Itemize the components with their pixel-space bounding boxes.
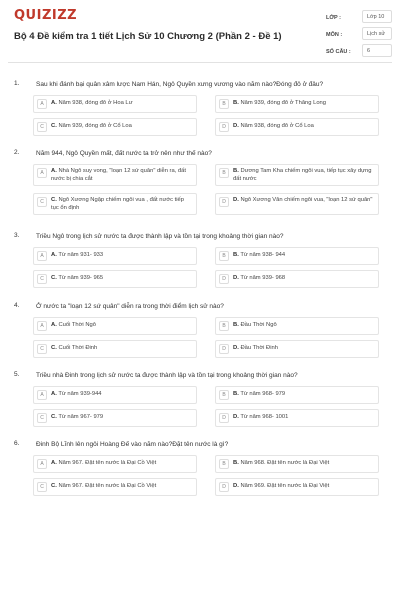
option-letter-bold: B <box>233 168 238 174</box>
option-text: Năm 939, đóng đô ở Thăng Long <box>240 100 326 106</box>
option-text: Đầu Thời Ngô <box>240 322 277 328</box>
option-b[interactable]: B B. Từ năm 938- 944 <box>215 247 379 265</box>
question-text: Triều nhà Đinh trong lịch sử nước ta được thành lập và tồn tại trong khoảng thời gian nào? <box>36 372 298 379</box>
option-letter: B <box>219 321 229 331</box>
option-b[interactable]: B B. Năm 939, đóng đô ở Thăng Long <box>215 95 379 113</box>
option-c[interactable]: C C. Năm 967. Đặt tên nước là Đại Cồ Việt <box>33 478 197 496</box>
option-letter-bold: C <box>51 275 56 281</box>
meta-label: LỚP : <box>326 15 341 21</box>
option-c[interactable]: C C. Năm 939, đóng đô ở Cổ Loa <box>33 118 197 136</box>
option-letter-bold: B <box>233 252 238 258</box>
option-letter: C <box>37 122 47 132</box>
option-text: Từ năm 939-944 <box>58 391 102 397</box>
question-number: 3. <box>14 232 20 239</box>
option-letter-bold: D <box>233 345 238 351</box>
option-letter-bold: D <box>233 123 238 129</box>
question-number: 2. <box>14 149 20 156</box>
option-letter: A <box>37 168 47 178</box>
header-divider <box>8 62 392 63</box>
option-text: Từ năm 968- 979 <box>240 391 286 397</box>
option-letter: D <box>219 274 229 284</box>
option-letter: C <box>37 482 47 492</box>
option-letter: A <box>37 321 47 331</box>
option-text: Ngô Xương Ngập chiếm ngôi vua , đất nước tiếp tục ổn định <box>51 197 185 211</box>
option-letter: A <box>37 459 47 469</box>
option-letter-bold: B <box>233 100 238 106</box>
option-text: Ngô Xương Văn chiếm ngôi vua, "loạn 12 sứ quân" <box>240 197 373 203</box>
option-letter-bold: B <box>233 391 238 397</box>
option-letter: D <box>219 197 229 207</box>
option-text: Dương Tam Kha chiếm ngôi vua, tiếp tục xây dựng đất nước <box>233 168 372 182</box>
option-text: Năm 969. Đặt tên nước là Đại Việt <box>240 483 330 489</box>
option-letter: C <box>37 413 47 423</box>
option-c[interactable]: C C. Từ năm 967- 979 <box>33 409 197 427</box>
option-text: Năm 967. Đặt tên nước là Đại Cồ Việt <box>58 460 157 466</box>
option-letter-bold: A <box>51 322 56 328</box>
option-letter: B <box>219 99 229 109</box>
meta-value: Lịch sử <box>362 27 392 40</box>
option-c[interactable]: C C. Từ năm 939- 965 <box>33 270 197 288</box>
option-text: Nhà Ngô suy vong, "loạn 12 sứ quân" diễn ra, đất nước bị chia cắt <box>51 168 186 182</box>
option-d[interactable]: D D. Từ năm 968- 1001 <box>215 409 379 427</box>
option-b[interactable]: B B. Từ năm 968- 979 <box>215 386 379 404</box>
option-letter-bold: C <box>51 345 56 351</box>
option-text: Năm 938, đóng đô ở Hoa Lư <box>58 100 133 106</box>
option-text: Cuối Thời Ngô <box>58 322 96 328</box>
question-text: Sau khi đánh bại quân xâm lược Nam Hán, Ngô Quyền xưng vương vào năm nào?Đóng đô ở đâu? <box>36 81 324 88</box>
option-d[interactable]: D D. Năm 938, đóng đô ở Cổ Loa <box>215 118 379 136</box>
option-letter: D <box>219 413 229 423</box>
option-letter: D <box>219 482 229 492</box>
meta-value: 6 <box>362 44 392 57</box>
option-letter: C <box>37 274 47 284</box>
option-c[interactable]: C C. Cuối Thời Đinh <box>33 340 197 358</box>
option-letter-bold: C <box>51 414 56 420</box>
quizizz-logo: QUIZIZZ <box>14 8 78 23</box>
option-text: Năm 939, đóng đô ở Cổ Loa <box>58 123 132 129</box>
option-letter: D <box>219 344 229 354</box>
option-letter: D <box>219 122 229 132</box>
option-a[interactable]: A A. Từ năm 931- 933 <box>33 247 197 265</box>
option-letter-bold: A <box>51 100 56 106</box>
option-text: Từ năm 938- 944 <box>240 252 286 258</box>
option-letter: B <box>219 168 229 178</box>
option-text: Năm 968. Đặt tên nước là Đại Việt <box>240 460 330 466</box>
option-letter-bold: A <box>51 252 56 258</box>
meta-row-class <box>326 9 392 26</box>
option-text: Cuối Thời Đinh <box>58 345 98 351</box>
option-letter-bold: D <box>233 414 238 420</box>
option-letter-bold: D <box>233 275 238 281</box>
option-letter: A <box>37 99 47 109</box>
option-a[interactable]: A A. Từ năm 939-944 <box>33 386 197 404</box>
option-text: Năm 967. Đặt tên nước là Đại Cồ Việt <box>58 483 157 489</box>
meta-label: SỐ CÂU : <box>326 49 351 55</box>
option-letter-bold: C <box>51 123 56 129</box>
question-text: Đinh Bộ Lĩnh lên ngôi Hoàng Đế vào năm nào?Đặt tên nước là gì? <box>36 441 229 448</box>
option-b[interactable]: B B. Năm 968. Đặt tên nước là Đại Việt <box>215 455 379 473</box>
meta-value: Lớp 10 <box>362 10 392 23</box>
option-letter: B <box>219 251 229 261</box>
option-b[interactable]: B B. Dương Tam Kha chiếm ngôi vua, tiếp tục xây dựng đất nước <box>215 164 379 186</box>
option-letter-bold: D <box>233 197 238 203</box>
option-letter: A <box>37 251 47 261</box>
worksheet-header <box>0 0 400 64</box>
question-number: 4. <box>14 302 20 309</box>
question-text: Ở nước ta "loạn 12 sứ quân" diễn ra trong thời điểm lịch sử nào? <box>36 303 224 310</box>
option-b[interactable]: B B. Đầu Thời Ngô <box>215 317 379 335</box>
option-letter: A <box>37 390 47 400</box>
option-text: Năm 938, đóng đô ở Cổ Loa <box>240 123 314 129</box>
option-letter: B <box>219 459 229 469</box>
question-number: 5. <box>14 371 20 378</box>
option-letter-bold: C <box>51 483 56 489</box>
option-d[interactable]: D D. Ngô Xương Văn chiếm ngôi vua, "loạn 12 sứ quân" <box>215 193 379 215</box>
option-letter-bold: B <box>233 322 238 328</box>
question-number: 1. <box>14 80 20 87</box>
option-letter-bold: A <box>51 168 56 174</box>
option-letter: C <box>37 197 47 207</box>
meta-row-count <box>326 43 392 60</box>
option-d[interactable]: D D. Đầu Thời Đinh <box>215 340 379 358</box>
option-c[interactable]: C C. Ngô Xương Ngập chiếm ngôi vua , đất nước tiếp tục ổn định <box>33 193 197 215</box>
option-text: Đầu Thời Đinh <box>240 345 278 351</box>
option-letter-bold: A <box>51 391 56 397</box>
meta-label: MÔN : <box>326 32 343 38</box>
option-letter-bold: B <box>233 460 238 466</box>
option-d[interactable]: D D. Từ năm 939- 968 <box>215 270 379 288</box>
option-a[interactable]: A A. Năm 967. Đặt tên nước là Đại Cồ Việt <box>33 455 197 473</box>
option-a[interactable]: A A. Năm 938, đóng đô ở Hoa Lư <box>33 95 197 113</box>
option-a[interactable]: A A. Nhà Ngô suy vong, "loạn 12 sứ quân" diễn ra, đất nước bị chia cắt <box>33 164 197 186</box>
option-letter: C <box>37 344 47 354</box>
option-letter: B <box>219 390 229 400</box>
option-text: Từ năm 968- 1001 <box>240 414 289 420</box>
page-title: Bộ 4 Đề kiểm tra 1 tiết Lịch Sử 10 Chương 2 (Phần 2 - Đề 1) <box>14 31 282 42</box>
option-a[interactable]: A A. Cuối Thời Ngô <box>33 317 197 335</box>
option-text: Từ năm 939- 965 <box>58 275 104 281</box>
question-text: Năm 944, Ngô Quyền mất, đất nước ta trở nên như thế nào? <box>36 150 212 157</box>
option-text: Từ năm 931- 933 <box>58 252 104 258</box>
question-number: 6. <box>14 440 20 447</box>
option-letter-bold: C <box>51 197 56 203</box>
meta-info <box>326 9 392 60</box>
option-text: Từ năm 939- 968 <box>240 275 286 281</box>
question-text: Triều Ngô trong lịch sử nước ta được thành lập và tồn tại trong khoảng thời gian nào? <box>36 233 284 240</box>
option-d[interactable]: D D. Năm 969. Đặt tên nước là Đại Việt <box>215 478 379 496</box>
option-letter-bold: D <box>233 483 238 489</box>
option-letter-bold: A <box>51 460 56 466</box>
option-text: Từ năm 967- 979 <box>58 414 104 420</box>
meta-row-subject <box>326 26 392 43</box>
